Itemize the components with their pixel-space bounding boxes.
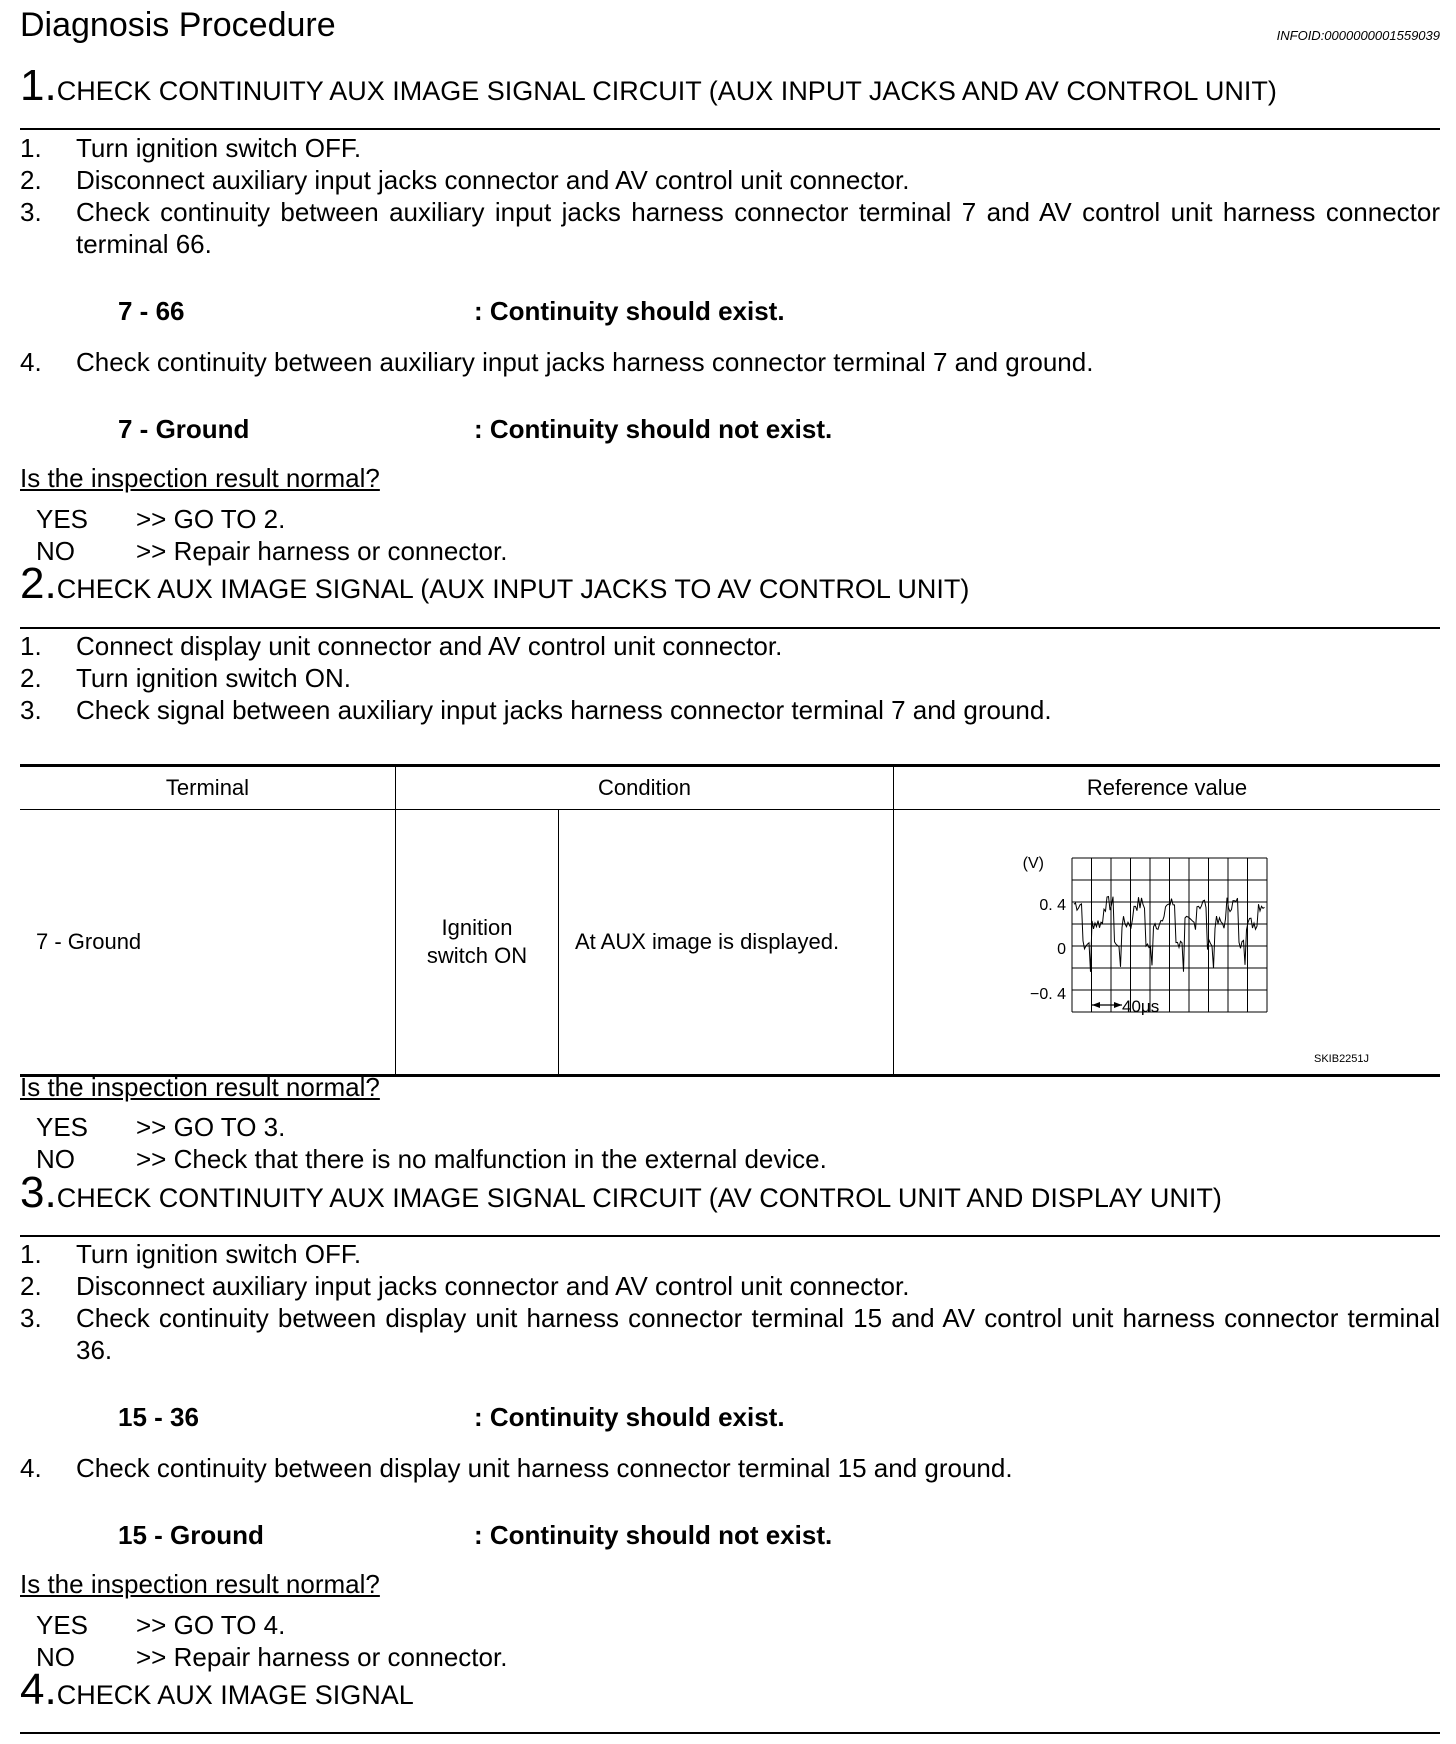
- figure-code: SKIB2251J: [1314, 1053, 1370, 1065]
- list-item: [20, 694, 1440, 726]
- y-label: −0. 4: [1029, 986, 1066, 1003]
- list-item: [20, 346, 1440, 378]
- item-text: Turn ignition switch OFF.: [76, 133, 362, 163]
- list-item: [20, 132, 1440, 164]
- answer-value: >> Repair harness or connector.: [136, 1642, 508, 1672]
- item-number: 2.: [20, 1271, 42, 1301]
- item-text: Disconnect auxiliary input jacks connector and AV control unit connector.: [76, 1271, 910, 1301]
- item-text: Disconnect auxiliary input jacks connector and AV control unit connector.: [76, 165, 910, 195]
- item-number: 4.: [20, 1453, 42, 1483]
- info-id: INFOID:0000000001559039: [1276, 28, 1440, 43]
- condition-cell: At AUX image is displayed.: [559, 810, 894, 1076]
- item-number: 3.: [20, 695, 42, 725]
- spec-key: 15 - Ground: [118, 1520, 264, 1550]
- step-number: 4.: [20, 1665, 57, 1714]
- reference-table: [20, 764, 1440, 1077]
- spec-value: : Continuity should not exist.: [474, 1520, 833, 1550]
- column-header: Reference value: [894, 766, 1441, 810]
- inspection-question: Is the inspection result normal?: [20, 1072, 380, 1102]
- step-4-heading: [20, 1665, 414, 1714]
- inspection-question: Is the inspection result normal?: [20, 463, 380, 493]
- item-text: Check signal between auxiliary input jacks harness connector terminal 7 and ground.: [76, 695, 1052, 725]
- grid: [1072, 858, 1267, 1012]
- step-number: 2.: [20, 559, 57, 608]
- answer-value: >> Repair harness or connector.: [136, 536, 508, 566]
- time-label: 40μs: [1122, 997, 1160, 1016]
- list-item: [20, 1302, 1440, 1366]
- spec-key: 7 - Ground: [118, 414, 250, 444]
- step-1-heading: [20, 61, 1277, 110]
- item-text: Connect display unit connector and AV control unit connector.: [76, 631, 783, 661]
- step-number: 1.: [20, 61, 57, 110]
- column-header: Condition: [396, 766, 894, 810]
- step-divider: [20, 627, 1440, 629]
- step-title: CHECK AUX IMAGE SIGNAL: [56, 1680, 414, 1710]
- y-label: 0. 4: [1039, 897, 1066, 914]
- item-text: Check continuity between auxiliary input jacks harness connector terminal 7 and AV control unit harness connector terminal 66.: [76, 197, 1440, 259]
- oscilloscope-figure: [894, 810, 1440, 1074]
- list-item: [20, 1270, 1440, 1302]
- step-divider: [20, 1235, 1440, 1237]
- item-number: 2.: [20, 663, 42, 693]
- spec-value: : Continuity should exist.: [474, 1402, 785, 1432]
- unit-label: (V): [1022, 855, 1044, 872]
- item-number: 3.: [20, 197, 42, 227]
- column-header: Terminal: [20, 766, 396, 810]
- list-item: [20, 662, 1440, 694]
- reference-value-cell: [894, 810, 1441, 1076]
- arrow-head-right: [1114, 1002, 1122, 1008]
- answer-value: >> GO TO 3.: [136, 1112, 286, 1142]
- list-item: [20, 164, 1440, 196]
- step-title: CHECK AUX IMAGE SIGNAL (AUX INPUT JACKS TO AV CONTROL UNIT): [56, 574, 970, 604]
- step-divider: [20, 1732, 1440, 1734]
- answer-key: NO: [36, 536, 75, 566]
- item-number: 2.: [20, 165, 42, 195]
- item-number: 1.: [20, 631, 42, 661]
- answer-value: >> GO TO 4.: [136, 1610, 286, 1640]
- step-2-heading: [20, 559, 970, 608]
- step-3-heading: [20, 1168, 1222, 1217]
- item-text: Turn ignition switch OFF.: [76, 1239, 362, 1269]
- terminal-cell: 7 - Ground: [20, 810, 396, 1076]
- spec-key: 7 - 66: [118, 296, 185, 326]
- answer-value: >> GO TO 2.: [136, 504, 286, 534]
- condition-cell: Ignition switch ON: [396, 810, 559, 1076]
- spec-key: 15 - 36: [118, 1402, 199, 1432]
- y-label: 0: [1057, 941, 1066, 958]
- page-title: Diagnosis Procedure: [20, 6, 336, 44]
- item-number: 1.: [20, 1239, 42, 1269]
- step-divider: [20, 128, 1440, 130]
- table-header-row: [20, 766, 1440, 810]
- answer-value: >> Check that there is no malfunction in the external device.: [136, 1144, 827, 1174]
- answer-key: YES: [36, 1112, 89, 1142]
- item-text: Turn ignition switch ON.: [76, 663, 352, 693]
- item-number: 4.: [20, 347, 42, 377]
- item-text: Check continuity between auxiliary input jacks harness connector terminal 7 and ground.: [76, 347, 1094, 377]
- inspection-question: Is the inspection result normal?: [20, 1569, 380, 1599]
- spec-value: : Continuity should exist.: [474, 296, 785, 326]
- arrow-head-left: [1092, 1002, 1100, 1008]
- step-title: CHECK CONTINUITY AUX IMAGE SIGNAL CIRCUIT (AV CONTROL UNIT AND DISPLAY UNIT): [56, 1183, 1222, 1213]
- table-row: [20, 810, 1440, 1076]
- item-number: 1.: [20, 133, 42, 163]
- spec-value: : Continuity should not exist.: [474, 414, 833, 444]
- answer-key: YES: [36, 504, 89, 534]
- list-item: [20, 630, 1440, 662]
- list-item: [20, 196, 1440, 260]
- list-item: [20, 1452, 1440, 1484]
- item-number: 3.: [20, 1303, 42, 1333]
- step-title: CHECK CONTINUITY AUX IMAGE SIGNAL CIRCUIT (AUX INPUT JACKS AND AV CONTROL UNIT): [56, 76, 1277, 106]
- step-number: 3.: [20, 1168, 57, 1217]
- item-text: Check continuity between display unit harness connector terminal 15 and AV control unit harness connector terminal 36.: [76, 1303, 1440, 1365]
- answer-key: NO: [36, 1642, 75, 1672]
- answer-key: NO: [36, 1144, 75, 1174]
- item-text: Check continuity between display unit harness connector terminal 15 and ground.: [76, 1453, 1013, 1483]
- list-item: [20, 1238, 1440, 1270]
- answer-key: YES: [36, 1610, 89, 1640]
